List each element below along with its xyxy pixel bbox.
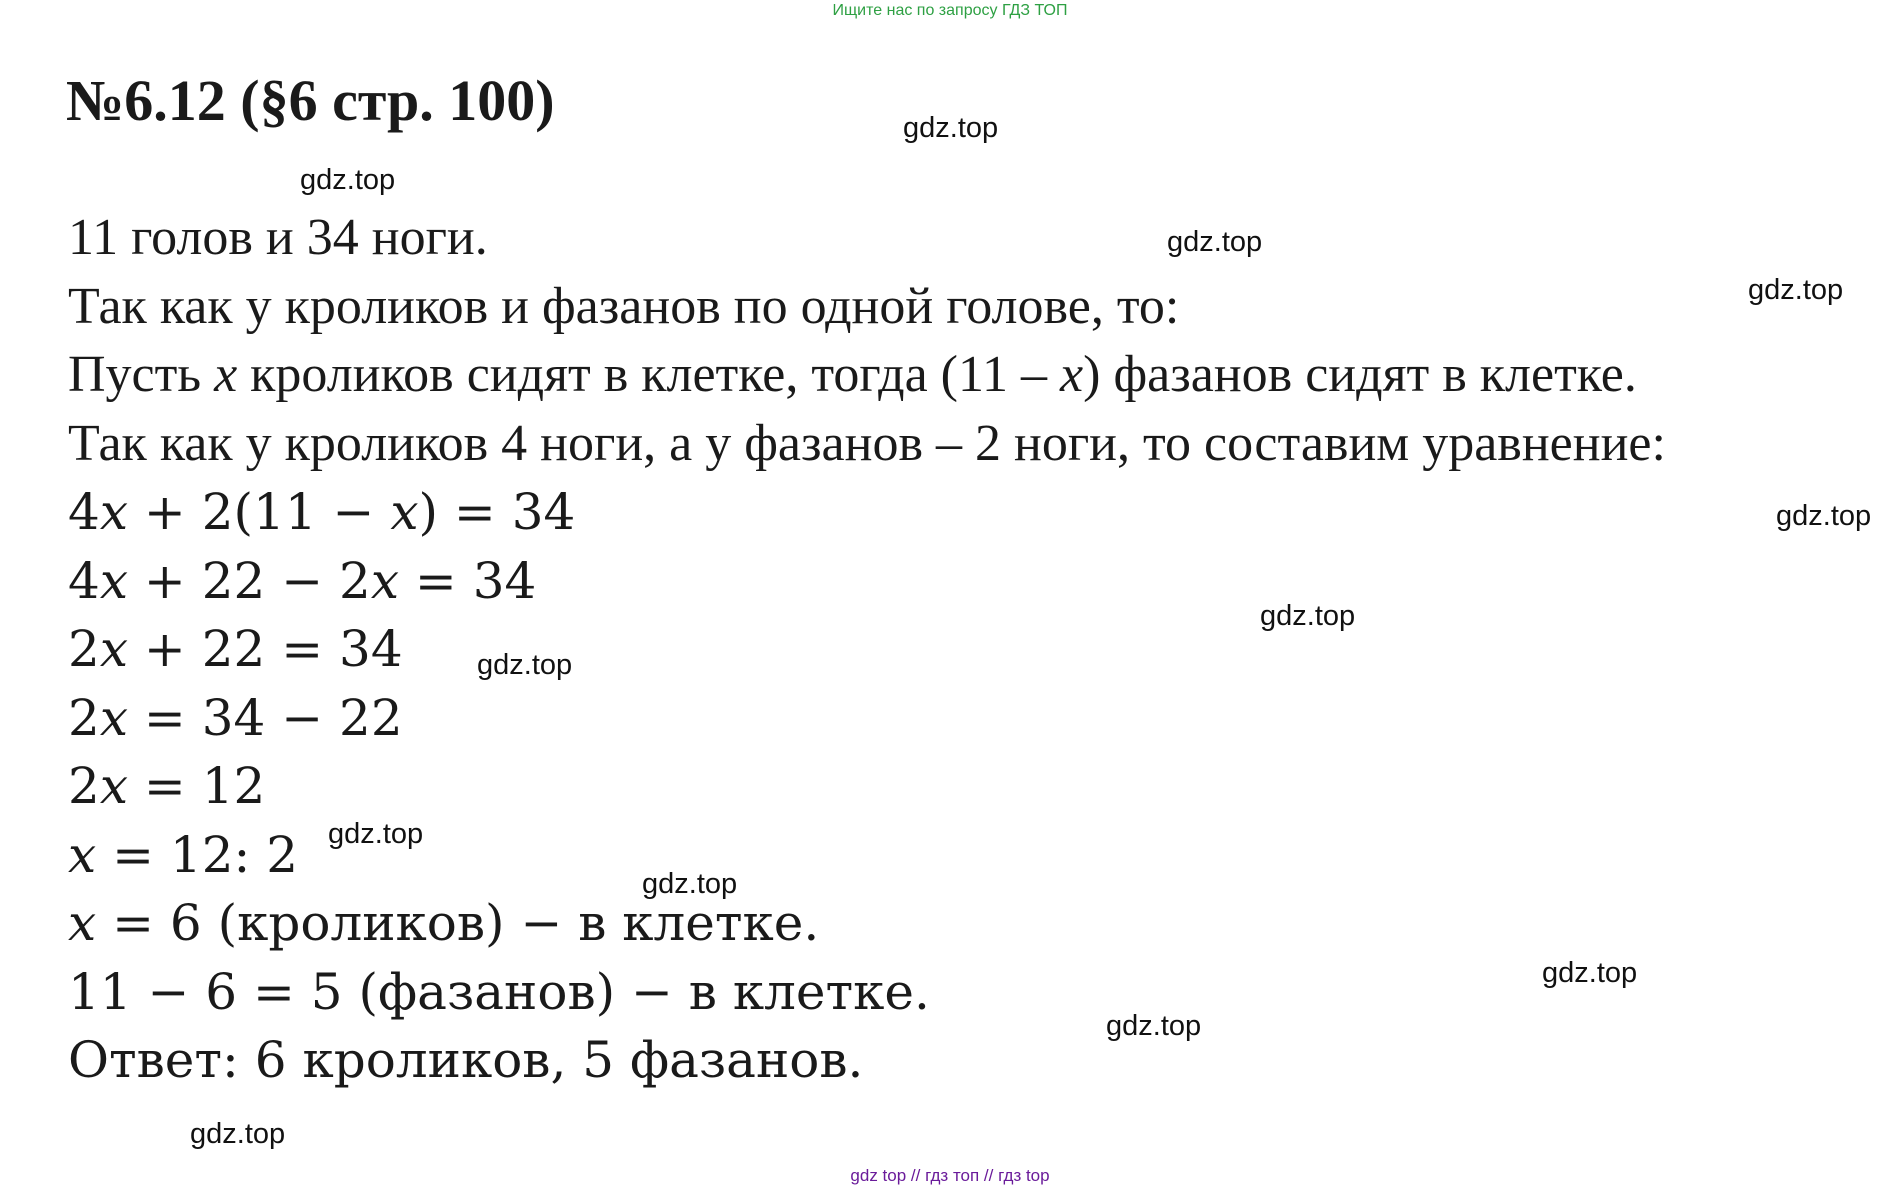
equation-line (68, 547, 1666, 616)
line-segment: ) = 34 (418, 483, 576, 541)
line-segment: 2 (68, 757, 100, 815)
watermark: gdz.top (300, 164, 396, 196)
equation-line (68, 1026, 1666, 1095)
watermark: gdz.top (1106, 1010, 1202, 1042)
text-line (68, 410, 1666, 479)
solution-body (68, 204, 1666, 1095)
variable: x (99, 688, 129, 747)
watermark: gdz.top (903, 112, 999, 144)
line-segment: + 22 − 2 (128, 551, 371, 610)
equation-line (68, 478, 1666, 547)
variable: x (214, 346, 238, 403)
text-line (68, 273, 1666, 342)
line-segment: + 2(11 − (128, 483, 391, 541)
line-segment: = 12 (128, 757, 266, 815)
variable: x (68, 894, 97, 952)
equation-line (68, 752, 1666, 821)
line-segment: Так как у кроликов 4 ноги, а у фазанов – 2 ноги, то составим уравнение: (68, 414, 1666, 472)
watermark: gdz.top (190, 1118, 286, 1150)
variable: x (68, 825, 97, 884)
line-segment: = 34 − 22 (128, 688, 403, 747)
line-segment: кроликов сидят в клетке, тогда (11 – (237, 346, 1061, 403)
equation-line (68, 821, 1666, 890)
watermark: gdz.top (1542, 957, 1638, 989)
line-segment: = 34 (399, 551, 537, 610)
page-title: №6.12 (§6 стр. 100) (66, 68, 555, 133)
variable: x (99, 551, 129, 610)
watermark: gdz.top (1776, 500, 1872, 532)
equation-line (68, 684, 1666, 753)
line-segment: ) фазанов сидят в клетке. (1083, 346, 1637, 403)
equation-line (68, 958, 1666, 1027)
text-line (68, 204, 1666, 273)
watermark: gdz.top (1167, 226, 1263, 258)
watermark: gdz.top (1748, 274, 1844, 306)
line-segment: 4 (68, 483, 100, 541)
variable: x (99, 483, 129, 541)
line-segment: = 6 (кроликов) − в клетке. (96, 894, 820, 952)
line-segment: Так как у кроликов и фазанов по одной голове, то: (68, 277, 1180, 335)
watermark: gdz.top (477, 649, 573, 681)
variable: x (1060, 346, 1084, 403)
top-banner: Ищите нас по запросу ГДЗ ТОП (832, 2, 1068, 19)
line-segment: 11 голов и 34 ноги. (68, 209, 488, 266)
line-segment: = 12: 2 (96, 825, 299, 884)
variable: x (99, 757, 129, 815)
watermark: gdz.top (1260, 600, 1356, 632)
watermark: gdz.top (642, 868, 738, 900)
line-segment: Ответ: 6 кроликов, 5 фазанов. (68, 1031, 864, 1089)
line-segment: 11 − 6 = 5 (фазанов) − в клетке. (68, 962, 930, 1021)
watermark: gdz.top (328, 818, 424, 850)
line-segment: 2 (68, 688, 100, 747)
equation-line (68, 889, 1666, 958)
line-segment: 4 (68, 551, 100, 610)
footer: gdz top // гдз топ // гдз top (850, 1166, 1050, 1185)
variable: x (99, 620, 129, 678)
line-segment: 2 (68, 620, 100, 678)
variable: x (390, 483, 419, 541)
line-segment: Пусть (68, 346, 215, 403)
line-segment: + 22 = 34 (128, 620, 403, 678)
variable: x (370, 551, 400, 610)
text-line (68, 341, 1666, 410)
equation-line (68, 615, 1666, 684)
